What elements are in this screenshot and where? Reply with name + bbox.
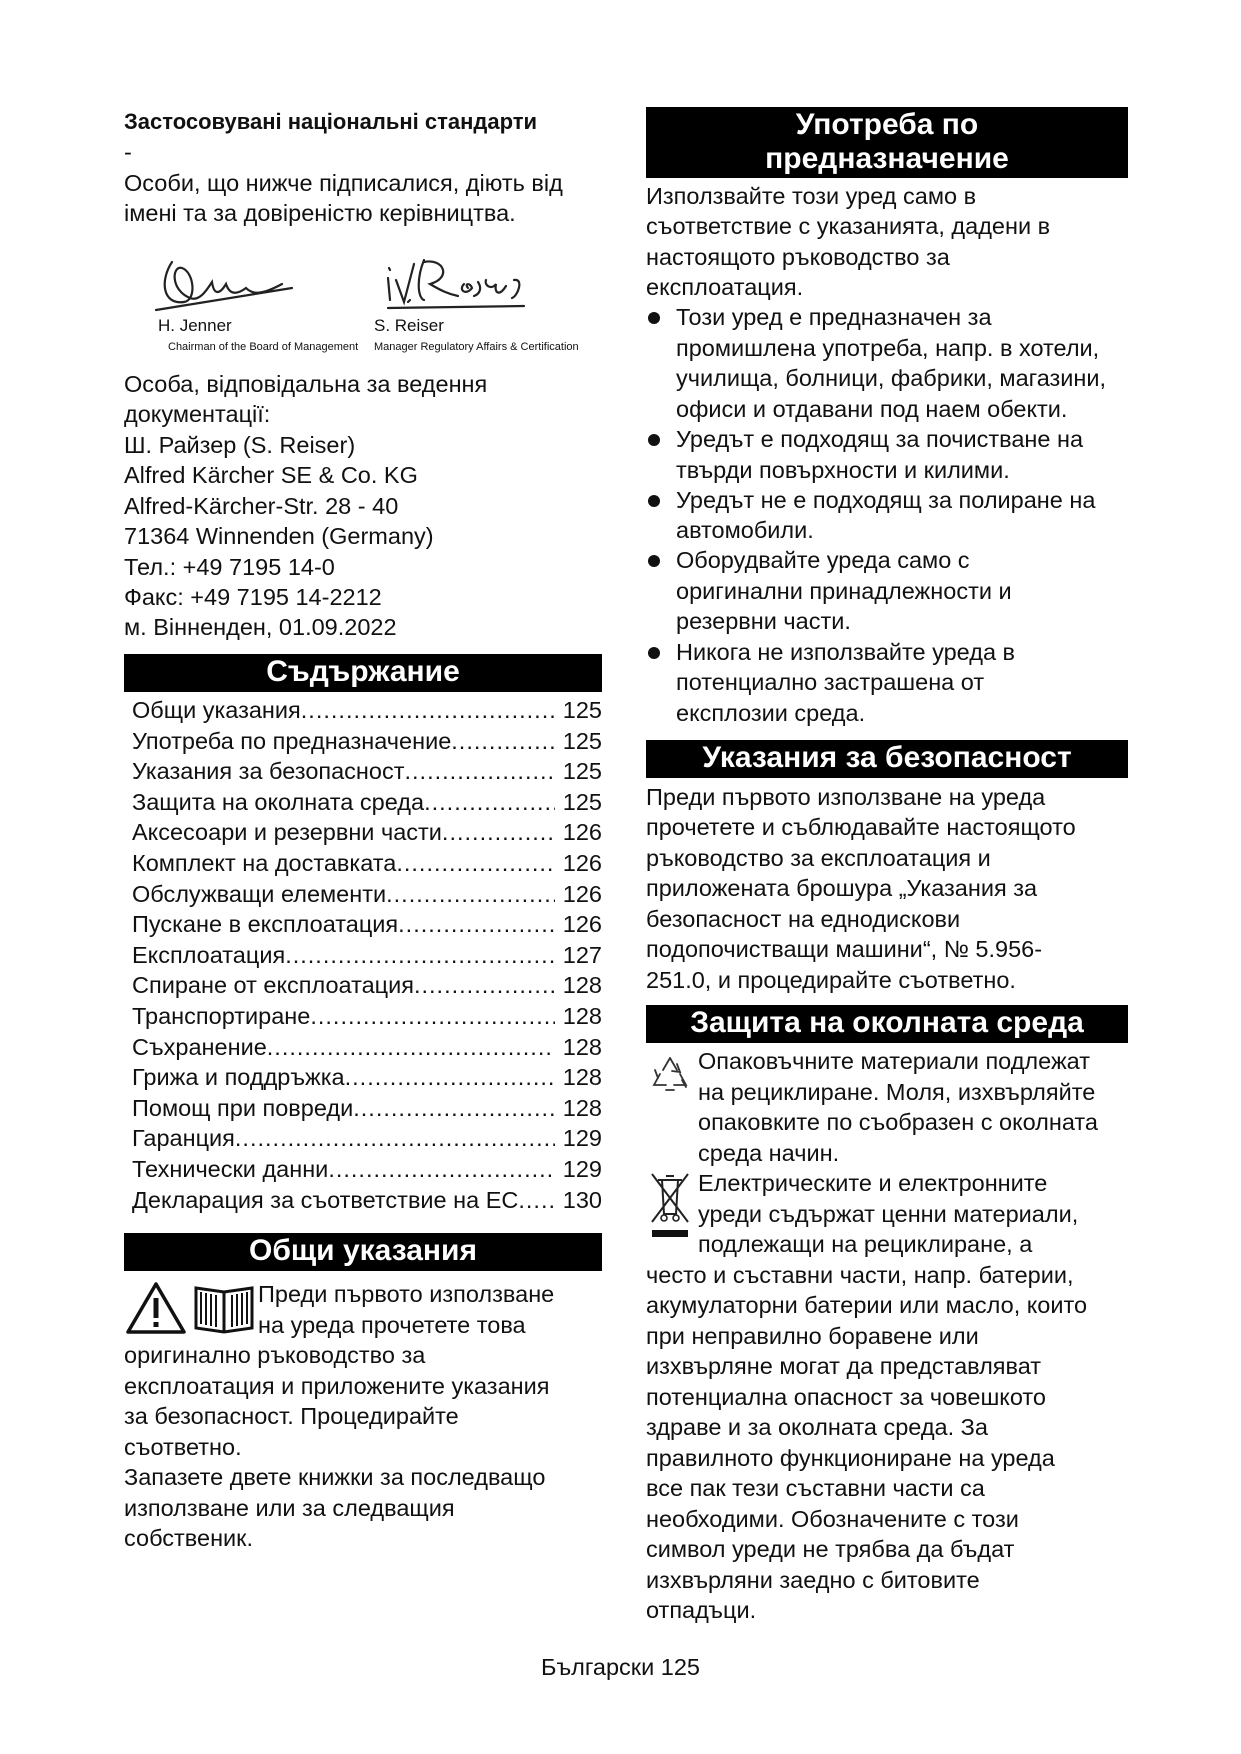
toc-entry-label: Комплект на доставката (132, 850, 397, 876)
toc-entry-label: Спиране от експлоатация (132, 972, 414, 999)
use-bullet-line: офиси и отдавани под наем обекти. (676, 396, 1068, 422)
use-bullet-line: оригинални принадлежности и (676, 578, 1012, 604)
general-line: Запазете двете книжки за последващо (124, 1464, 546, 1490)
signature-reiser (374, 250, 614, 360)
env-weee-line: отпадъци. (646, 1597, 757, 1623)
general-line: съответно. (124, 1434, 242, 1460)
signature-reiser-title: Manager Regulatory Affairs & Certification (374, 341, 579, 353)
page-footer (0, 1654, 1241, 1681)
toc-entry-page: 125 (562, 788, 602, 815)
env-weee-line: потенциална опасност за човешкото (646, 1384, 1046, 1410)
use-bullet-line: автомобили. (676, 517, 814, 543)
general-line: използване или за следващия (124, 1495, 455, 1521)
use-bullet-line: Никога не използвайте уреда в (676, 639, 1016, 665)
doc-person-line: Ш. Райзер (S. Reiser) (124, 432, 356, 458)
toc-entry (132, 1032, 602, 1062)
use-bullet-line: резервни части. (676, 608, 851, 634)
toc-entry-page: 128 (562, 1064, 602, 1091)
toc-entry-label: Общи указания (132, 697, 301, 723)
safety-line: подопочистващи машини“, № 5.956- (646, 936, 1043, 962)
toc-entry-page: 130 (562, 1186, 602, 1213)
footer-page-number: 125 (660, 1654, 700, 1680)
signature-jenner-title: Chairman of the Board of Management (168, 341, 359, 353)
use-bullet-line: потенциално застрашена от (676, 669, 985, 695)
use-heading-line: Употреба по (795, 108, 979, 141)
toc-entry-page: 128 (562, 1094, 602, 1121)
toc-entry (132, 1185, 602, 1215)
use-bullet-line: твърди повърхности и килими. (676, 457, 1010, 483)
toc-entry (132, 787, 602, 817)
toc-entry-page: 126 (562, 850, 602, 876)
doc-person-line: м. Вінненден, 01.09.2022 (124, 614, 397, 640)
doc-person-line: Alfred Kärcher SE & Co. KG (124, 462, 418, 488)
bullet-dot (648, 312, 660, 324)
toc-entry-page: 128 (562, 1003, 602, 1029)
toc-leader-dots (442, 817, 555, 847)
toc-entry-page: 125 (562, 758, 602, 785)
env-recycle-line: на рециклиране. Моля, изхвърляйте (698, 1079, 1096, 1105)
use-heading-line: предназначение (765, 142, 1009, 175)
use-bullet-line: училища, болници, фабрики, магазини, (676, 365, 1107, 391)
toc-leader-dots (267, 1032, 555, 1062)
recycle-icon (650, 1054, 690, 1094)
toc-leader-dots (235, 1123, 555, 1153)
toc-entry-label: Аксесоари и резервни части (132, 819, 442, 846)
safety-line: безопасност на еднодискови (646, 906, 961, 932)
general-line: на уреда прочетете това (258, 1312, 526, 1338)
toc-entry-page: 129 (562, 1125, 602, 1152)
toc-entry (132, 940, 602, 970)
env-weee-line: здраве и за околната среда. За (646, 1414, 988, 1440)
toc-entry-label: Декларация за съответствие на ЕС (132, 1186, 519, 1213)
toc-entry (132, 756, 602, 786)
safety-line: прочетете и съблюдавайте настоящото (646, 814, 1076, 840)
general-heading: Общи указания (124, 1233, 602, 1271)
env-weee-line: все пак тези съставни части са (646, 1475, 985, 1501)
env-weee-line: Електрическите и електронните (698, 1170, 1048, 1196)
toc-entry-page: 129 (562, 1156, 602, 1182)
env-weee-line: при неправилно боравене или (646, 1323, 979, 1349)
doc-person-line: Факс: +49 7195 14-2212 (124, 584, 382, 610)
footer-language: Български (541, 1654, 655, 1680)
toc-leader-dots (405, 756, 555, 786)
env-recycle-line: Опаковъчните материали подлежат (698, 1048, 1090, 1074)
signature-jenner (142, 250, 359, 360)
toc-entry-label: Гаранция (132, 1125, 235, 1152)
use-bullet-line: Уредът не е подходящ за полиране на (676, 487, 1096, 513)
env-weee-line: подлежащи на рециклиране, а (698, 1231, 1033, 1257)
environment-heading: Защита на околната среда (646, 1005, 1128, 1043)
toc-entry-page: 125 (562, 697, 602, 723)
toc-entry-page: 128 (562, 972, 602, 999)
toc-entry (132, 970, 602, 1000)
safety-heading: Указания за безопасност (646, 740, 1128, 778)
toc-heading: Съдържание (124, 654, 602, 692)
signature-jenner-name: H. Jenner (158, 316, 232, 335)
toc-leader-dots (398, 909, 555, 939)
toc-leader-dots (310, 1001, 554, 1031)
toc-leader-dots (328, 1154, 554, 1184)
use-heading (646, 107, 1128, 178)
env-recycle-line: опаковките по съобразен с околната (698, 1109, 1098, 1135)
toc-entry-label: Пускане в експлоатация (132, 911, 399, 938)
toc-entry (132, 848, 602, 878)
warning-icon (124, 1280, 188, 1336)
env-weee-line: изхвърляне могат да представляват (646, 1353, 1042, 1379)
env-weee-line: уреди съдържат ценни материали, (698, 1201, 1079, 1227)
toc-leader-dots (518, 1185, 554, 1215)
toc-entry (132, 1001, 602, 1031)
standards-heading: Застосовувані національні стандарти (124, 109, 538, 134)
safety-line: Преди първото използване на уреда (646, 784, 1046, 810)
toc-entry (132, 817, 602, 847)
toc-entry-page: 126 (562, 880, 602, 907)
toc-leader-dots (353, 1093, 555, 1123)
env-weee-line: изхвърляни заедно с битовите (646, 1567, 980, 1593)
toc-entry-label: Защита на околната среда (132, 788, 425, 815)
env-weee-line: често и съставни части, напр. батерии, (646, 1262, 1074, 1288)
toc-entry-label: Съхранение (132, 1033, 267, 1060)
doc-person-line: Alfred-Kärcher-Str. 28 - 40 (124, 493, 399, 519)
general-line: оригинално ръководство за (124, 1342, 426, 1368)
toc-leader-dots (451, 726, 555, 756)
use-intro-line: Използвайте този уред само в (646, 183, 977, 209)
toc-leader-dots (424, 787, 555, 817)
signers-line-1: Особи, що нижче підписалися, діють від (124, 170, 563, 196)
left-column (124, 0, 602, 1560)
handwritten-signature-jenner (142, 250, 342, 320)
toc-entry-label: Технически данни (132, 1156, 329, 1182)
bullet-dot (648, 434, 660, 446)
use-intro-line: съответствие с указанията, дадени в (646, 213, 1051, 239)
manual-book-icon (192, 1280, 256, 1336)
toc-entry-page: 126 (562, 911, 602, 938)
toc-leader-dots (414, 970, 555, 1000)
toc-entry (132, 726, 602, 756)
toc-leader-dots (301, 695, 555, 725)
crossed-out-bin-icon (648, 1170, 692, 1240)
toc-entry-page: 127 (562, 941, 602, 968)
toc-leader-dots (285, 940, 555, 970)
use-bullet-line: Уредът е подходящ за почистване на (676, 426, 1084, 452)
doc-person-line: Особа, відповідальна за ведення (124, 371, 488, 397)
use-bullet-line: Този уред е предназначен за (676, 304, 992, 330)
bullet-dot (648, 495, 660, 507)
signature-reiser-name: S. Reiser (374, 316, 444, 335)
toc-entry (132, 1123, 602, 1153)
general-line: собственик. (124, 1525, 253, 1551)
toc-entry-label: Употреба по предназначение (132, 727, 452, 754)
use-bullet-line: експлозии среда. (676, 700, 866, 726)
doc-person-line: 71364 Winnenden (Germany) (124, 523, 434, 549)
toc-entry-label: Грижа и поддръжка (132, 1064, 345, 1091)
toc-entry (132, 1062, 602, 1092)
toc-entry-label: Транспортиране (132, 1003, 311, 1029)
toc-entry-page: 125 (562, 727, 602, 754)
env-recycle-line: среда начин. (698, 1140, 840, 1166)
doc-person-line: документації: (124, 401, 271, 427)
toc-leader-dots (396, 848, 554, 878)
safety-line: приложената брошура „Указания за (646, 875, 1038, 901)
doc-person-line: Тел.: +49 7195 14-0 (124, 554, 335, 580)
signers-line-2: імені та за довіреністю керівництва. (124, 200, 516, 226)
use-bullet-line: промишлена употреба, напр. в хотели, (676, 335, 1100, 361)
toc-entry-label: Обслужващи елементи (132, 880, 387, 907)
toc-entry-page: 126 (562, 819, 602, 846)
right-column (646, 0, 1130, 1650)
general-line: за безопасност. Процедирайте (124, 1403, 459, 1429)
safety-line: 251.0, и процедирайте съответно. (646, 967, 1016, 993)
use-intro-line: експлоатация. (646, 274, 804, 300)
standards-dash: - (124, 139, 132, 165)
toc-entry (132, 695, 602, 725)
env-weee-line: символ уреди не трябва да бъдат (646, 1536, 1015, 1562)
toc-leader-dots (386, 879, 555, 909)
handwritten-signature-reiser (374, 250, 574, 320)
use-bullet-line: Оборудвайте уреда само с (676, 547, 970, 573)
safety-line: ръководство за експлоатация и (646, 845, 991, 871)
env-weee-line: правилното функциониране на уреда (646, 1445, 1055, 1471)
general-line: Преди първото използване (258, 1281, 555, 1307)
env-weee-line: акумулаторни батерии или масло, които (646, 1292, 1088, 1318)
toc-entry (132, 879, 602, 909)
toc-entry (132, 1093, 602, 1123)
toc-leader-dots (345, 1062, 555, 1092)
toc-entry-label: Указания за безопасност (132, 758, 405, 785)
bullet-dot (648, 647, 660, 659)
use-intro-line: настоящото ръководство за (646, 244, 950, 270)
toc-entry-label: Експлоатация (132, 941, 286, 968)
bullet-dot (648, 555, 660, 567)
toc-entry (132, 909, 602, 939)
env-weee-line: необходими. Обозначените с този (646, 1506, 1019, 1532)
toc-entry-label: Помощ при повреди (132, 1094, 354, 1121)
general-line: експлоатация и приложените указания (124, 1373, 550, 1399)
toc-entry-page: 128 (562, 1033, 602, 1060)
toc-entry (132, 1154, 602, 1184)
